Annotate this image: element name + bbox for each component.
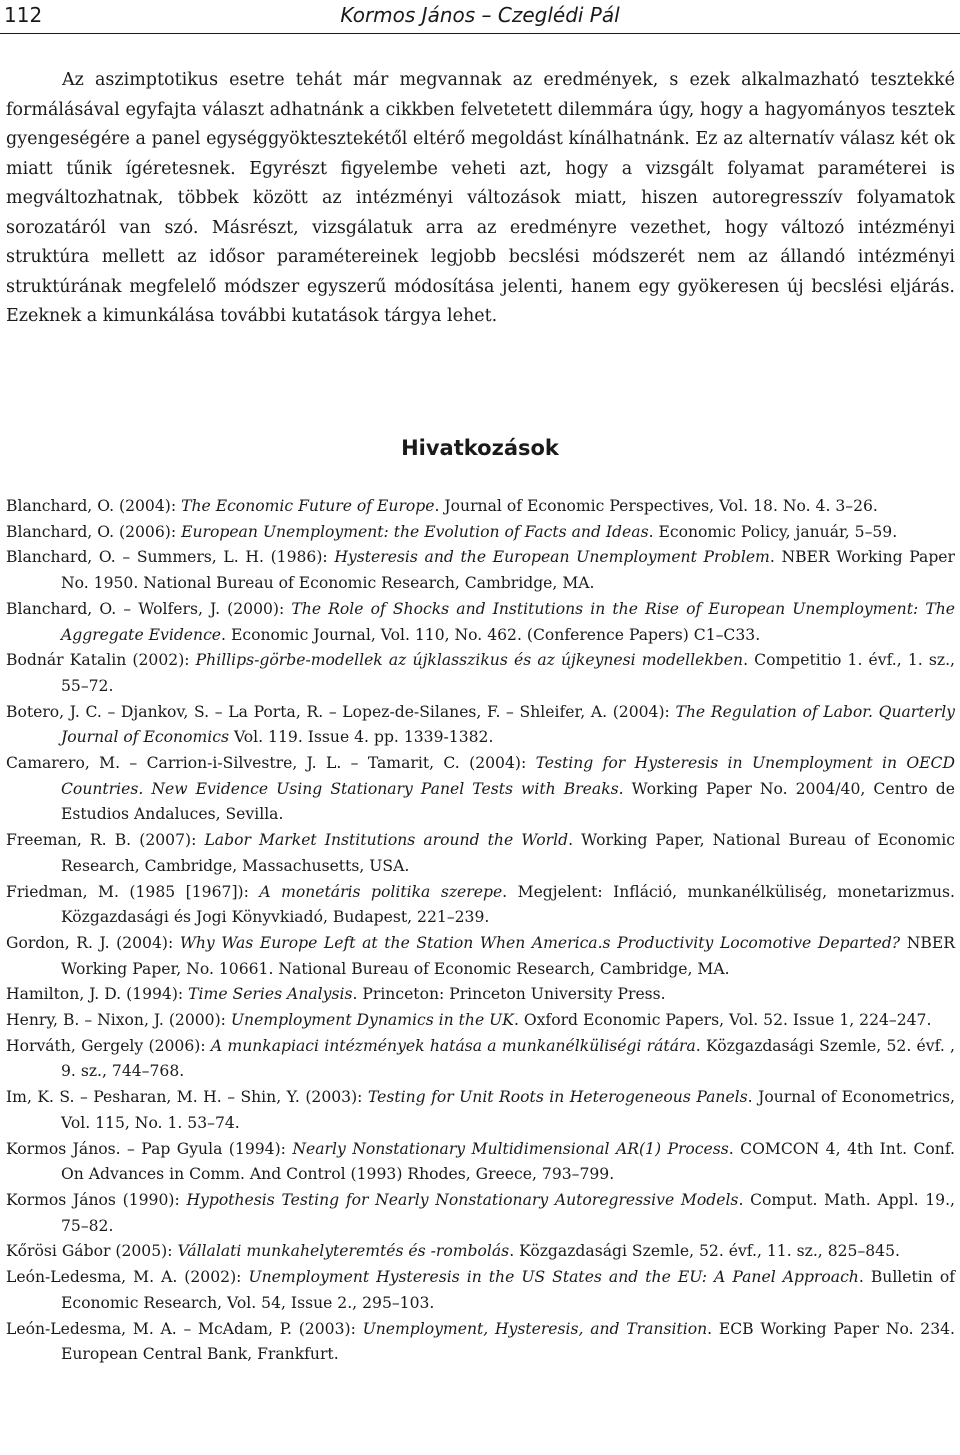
reference-authors: Friedman, M. (1985 [1967]):: [6, 882, 260, 901]
reference-title: Unemployment, Hysteresis, and Transition: [362, 1319, 708, 1338]
reference-source: . Economic Policy, január, 5–59.: [648, 522, 898, 541]
reference-authors: Kormos János. – Pap Gyula (1994):: [6, 1139, 293, 1158]
reference-source: . Princeton: Princeton University Press.: [352, 985, 666, 1004]
reference-title: Hypothesis Testing for Nearly Nonstationary Autoregressive Models: [186, 1190, 739, 1209]
reference-item: [6, 931, 955, 982]
reference-source: . COMCON 4, 4th Int. Conf. On Advances in Comm. And Control (1993) Rhodes, Greece, 793–799.: [61, 1139, 956, 1184]
reference-authors: Henry, B. – Nixon, J. (2000):: [6, 1011, 231, 1030]
reference-list: [6, 494, 955, 1368]
reference-source: . Journal of Econometrics, Vol. 115, No. 1. 53–74.: [61, 1088, 955, 1132]
page-header: [0, 0, 960, 34]
reference-authors: Hamilton, J. D. (1994):: [6, 985, 189, 1004]
reference-title: Labor Market Institutions around the World: [204, 831, 569, 850]
reference-title: The Role of Shocks and Institutions in the Rise of European Unemployment: The Aggregate Evidence: [61, 599, 956, 644]
reference-item: [6, 1137, 955, 1188]
reference-item: [6, 1188, 955, 1239]
page-number: 112: [4, 3, 43, 27]
reference-title: Unemployment Hysteresis in the US States and the EU: A Panel Approach: [248, 1268, 859, 1287]
reference-title: Testing for Hysteresis in Unemployment in OECD Countries. New Evidence Using Stationary Panel Tests with Breaks: [61, 754, 955, 798]
reference-authors: Botero, J. C. – Djankov, S. – La Porta, R. – Lopez-de-Silanes, F. – Shleifer, A. (2004):: [6, 702, 676, 721]
reference-source: . Közgazdasági Szemle, 52. évf., 11. sz., 825–845.: [509, 1242, 900, 1261]
reference-source: . Bulletin of Economic Research, Vol. 54, Issue 2., 295–103.: [61, 1268, 955, 1312]
reference-item: [6, 982, 955, 1008]
reference-title: Vállalati munkahelyteremtés és -rombolás: [177, 1242, 510, 1261]
reference-source: . Working Paper, National Bureau of Economic Research, Cambridge, Massachusetts, USA.: [61, 831, 955, 875]
reference-item: [6, 1085, 955, 1136]
reference-item: [6, 520, 955, 546]
reference-item: [6, 828, 955, 879]
reference-source: . Oxford Economic Papers, Vol. 52. Issue 1, 224–247.: [513, 1011, 932, 1030]
reference-authors: León-Ledesma, M. A. – McAdam, P. (2003):: [6, 1319, 363, 1338]
body-paragraph: Az aszimptotikus esetre tehát már megvannak az eredmények, s ezek alkalmazható tesztekké formálásával egyfajta választ adhatnánk a cikkben felvetetett dilemmára úgy, hogy a hagyományos tesztek gyengeségére a panel egységgyöktesztekétől eltérő megoldást kínálhatnánk. Ez az alternatív válasz két ok miatt tűnik ígéretesnek. Egyrészt figyelembe veheti azt, hogy a vizsgált folyamat paraméterei is megváltozhatnak, többek között az intézményi változások miatt, hiszen autoregresszív folyamatok sorozatáról van szó. Másrészt, vizsgálatuk arra az eredményre vezethet, hogy változó intézményi struktúra mellett az idősor paramétereinek legjobb becslési módszerét nem az állandó intézményi struktúrának megfelelő módszer egyszerű módosítása jelenti, hanem egy gyökeresen új becslési eljárás. Ezeknek a kimunkálása további kutatások tárgya lehet.: [6, 70, 955, 326]
reference-item: [6, 1008, 955, 1034]
reference-title: Hysteresis and the European Unemployment Problem: [334, 548, 770, 567]
reference-authors: Gordon, R. J. (2004):: [6, 933, 180, 952]
reference-title: Time Series Analysis: [188, 985, 353, 1004]
reference-source: . Megjelent: Infláció, munkanélküliség, monetarizmus. Közgazdasági és Jogi Könyvkiadó, Budapest, 221–239.: [61, 882, 955, 927]
reference-item: [6, 494, 955, 520]
reference-title: European Unemployment: the Evolution of Facts and Ideas: [181, 522, 649, 541]
reference-title: The Regulation of Labor. Quarterly Journal of Economics: [61, 702, 955, 747]
reference-item: [6, 751, 955, 828]
reference-item: [6, 1317, 955, 1368]
reference-authors: Freeman, R. B. (2007):: [6, 831, 205, 850]
header-rule: [0, 33, 960, 34]
reference-title: Unemployment Dynamics in the UK: [230, 1011, 514, 1030]
running-head: Kormos János – Czeglédi Pál: [340, 3, 620, 27]
reference-item: [6, 1265, 955, 1316]
reference-source: . NBER Working Paper No. 1950. National Bureau of Economic Research, Cambridge, MA.: [61, 548, 955, 593]
reference-title: A monetáris politika szerepe: [259, 882, 503, 901]
reference-item: [6, 1034, 955, 1085]
reference-authors: Horváth, Gergely (2006):: [6, 1036, 211, 1055]
references-heading: Hivatkozások: [401, 436, 559, 460]
reference-title: Nearly Nonstationary Multidimensional AR(1) Process: [292, 1139, 729, 1158]
reference-source: . Közgazdasági Szemle, 52. évf. , 9. sz., 744–768.: [61, 1036, 955, 1081]
reference-title: A munkapiaci intézmények hatása a munkanélküliségi rátára: [210, 1036, 696, 1055]
reference-title: The Economic Future of Europe: [181, 497, 435, 515]
reference-title: Phillips-görbe-modellek az újklasszikus és az újkeynesi modellekben: [195, 651, 744, 670]
reference-item: [6, 545, 955, 596]
reference-authors: Kőrösi Gábor (2005):: [6, 1242, 178, 1261]
reference-title: Testing for Unit Roots in Heterogeneous Panels: [367, 1088, 748, 1107]
reference-source: . Working Paper No. 2004/40, Centro de Estudios Andaluces, Sevilla.: [61, 779, 955, 824]
reference-authors: Kormos János (1990):: [6, 1190, 187, 1209]
reference-authors: Camarero, M. – Carrion-i-Silvestre, J. L. – Tamarit, C. (2004):: [6, 754, 536, 773]
reference-source: . Journal of Economic Perspectives, Vol. 18. No. 4. 3–26.: [434, 497, 878, 515]
reference-source: . Competitio 1. évf., 1. sz., 55–72.: [61, 651, 955, 695]
reference-title: Why Was Europe Left at the Station When America.s Productivity Locomotive Departed?: [179, 933, 901, 952]
reference-authors: Blanchard, O. – Summers, L. H. (1986):: [6, 548, 335, 567]
reference-authors: Blanchard, O. – Wolfers, J. (2000):: [6, 599, 292, 618]
reference-authors: Bodnár Katalin (2002):: [6, 651, 196, 670]
reference-source: . Comput. Math. Appl. 19., 75–82.: [61, 1190, 955, 1235]
reference-authors: León-Ledesma, M. A. (2002):: [6, 1268, 249, 1287]
reference-item: [6, 648, 955, 699]
reference-authors: Blanchard, O. (2006):: [6, 522, 182, 541]
reference-source: . ECB Working Paper No. 234. European Central Bank, Frankfurt.: [61, 1319, 955, 1364]
reference-source: Vol. 119. Issue 4. pp. 1339-1382.: [228, 728, 494, 747]
reference-item: [6, 700, 955, 751]
reference-source: . Economic Journal, Vol. 110, No. 462. (Conference Papers) C1–C33.: [221, 625, 761, 644]
reference-source: NBER Working Paper, No. 10661. National Bureau of Economic Research, Cambridge, MA.: [61, 933, 955, 978]
reference-item: [6, 597, 955, 648]
reference-authors: Im, K. S. – Pesharan, M. H. – Shin, Y. (2003):: [6, 1088, 368, 1107]
reference-item: [6, 1239, 955, 1265]
reference-item: [6, 880, 955, 931]
reference-authors: Blanchard, O. (2004):: [6, 497, 182, 515]
